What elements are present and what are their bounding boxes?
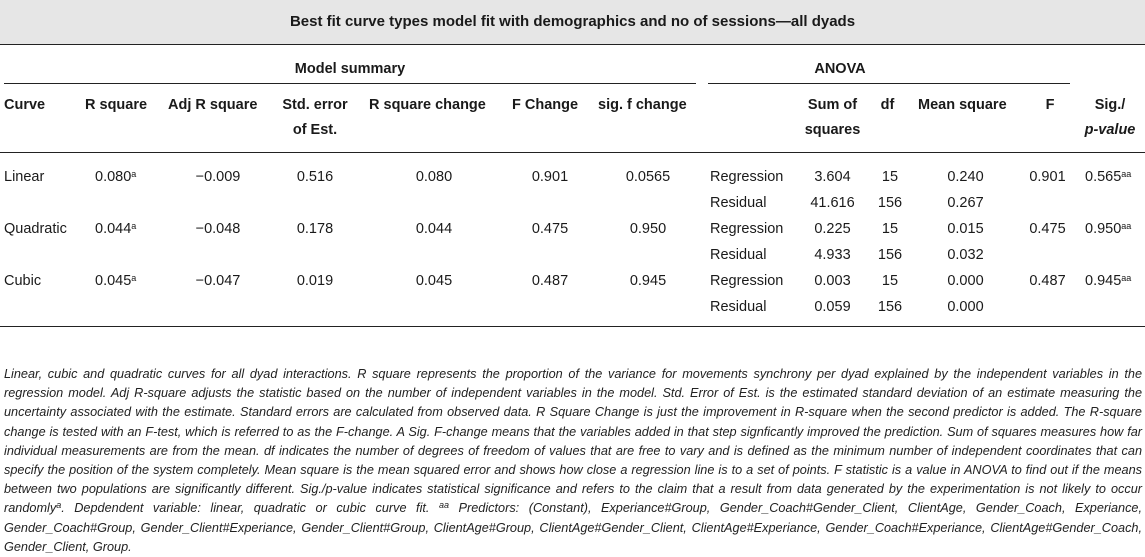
header-sig-2: p-value (1084, 122, 1136, 138)
table-footnote: Linear, cubic and quadratic curves for all dyad interactions. R square represents the proportion of the variance for movements synchrony per dyad explained by the independent variables in the regression model. Adj R-square adjusts the statistic based on the number of independent variables in the model. Std. Error of Est. is the estimated standard deviation of an estimate measuring the uncertainty associated with the estimate. Standard errors are calculated from observed data. R Square Change is just the improvement in R-square when the second predictor is added. The R-square change is tested with an F-test, which is referred to as the F-change. A Sig. F-change means that the variables added in that step signficantly improved the prediction. Sum of squares measures how far individual measurements are from the mean. df indicates the number of degrees of freedom of values that are free to vary and is defined as the minimum number of independent coordinates that can specify the position of the system completely. Mean square is the mean squared error and shows how close a regression line is to a set of points. F statistic is a value in ANOVA to find out if the means between two populations are significantly different. Sig./p-value indicates statistical significance and refers to the claim that a result from data generated by the experimentation is not likely to occur randomly$^a$. Depdendent variable: linear, quadratic or cubic curve fit. $^{aa}$ Predictors: (Constant), Experiance#Group, Gender_Coach#Gender_Client, ClientAge, Gender_Coach, Experiance, Gender_Coach#Group, Gender_Client#Experiance, Gender_Client#Group, ClientAge#Group, ClientAge#Gender_Client, ClientAge#Experiance, Gender_Coach#Experiance, ClientAge#Gender_Coach, Gender_Client, Group. (4, 367, 1143, 554)
r-square-change-cell: 0.044 (415, 221, 453, 237)
mean-square-cell: 0.015 (947, 221, 984, 237)
anova-source: Residual (710, 247, 767, 263)
df-cell: 15 (881, 273, 899, 289)
adj-r-square-cell: −0.048 (195, 221, 241, 237)
header-std-error-2: of Est. (292, 122, 338, 138)
curve-name: Cubic (4, 273, 42, 289)
df-cell: 156 (877, 247, 903, 263)
header-adj-r-square: Adj R square (168, 97, 258, 113)
sig-cell: 0.950$^{aa}$ (1085, 221, 1132, 237)
sum-squares-cell: 0.059 (814, 299, 851, 315)
curve-name: Linear (4, 169, 45, 185)
sum-squares-cell: 4.933 (814, 247, 851, 263)
df-cell: 156 (877, 195, 903, 211)
sig-cell: 0.945$^{aa}$ (1085, 273, 1132, 289)
header-f-change: F Change (512, 97, 579, 113)
anova-source: Residual (710, 195, 767, 211)
mean-square-cell: 0.240 (947, 169, 984, 185)
header-sig: Sig./ (1094, 97, 1126, 113)
table-title: Best fit curve types model fit with demographics and no of sessions—all dyads (289, 13, 856, 30)
r-square-cell: 0.080$^a$ (95, 169, 137, 185)
r-square-change-cell: 0.045 (415, 273, 453, 289)
header-sum-squares: Sum of (807, 97, 858, 113)
anova-source: Regression (710, 169, 784, 185)
r-square-cell: 0.045$^a$ (95, 273, 137, 289)
mean-square-cell: 0.032 (947, 247, 984, 263)
f-cell: 0.475 (1029, 221, 1066, 237)
df-cell: 15 (881, 169, 899, 185)
std-error-cell: 0.019 (296, 273, 334, 289)
header-curve: Curve (4, 97, 46, 113)
anova-source: Regression (710, 221, 784, 237)
header-sum-squares-2: squares (804, 122, 861, 138)
curve-name: Quadratic (4, 221, 67, 237)
header-std-error: Std. error (282, 97, 348, 113)
std-error-cell: 0.516 (296, 169, 334, 185)
mean-square-cell: 0.000 (947, 299, 984, 315)
group-anova: ANOVA (814, 61, 866, 77)
header-r-square-change: R square change (369, 97, 486, 113)
header-sig-f-change: sig. f change (598, 97, 687, 113)
df-cell: 15 (881, 221, 899, 237)
sum-squares-cell: 3.604 (814, 169, 851, 185)
f-change-cell: 0.475 (531, 221, 569, 237)
adj-r-square-cell: −0.009 (195, 169, 241, 185)
mean-square-cell: 0.000 (947, 273, 984, 289)
model-summary-rule (4, 83, 696, 84)
sum-squares-cell: 0.225 (814, 221, 851, 237)
anova-rule (708, 83, 1070, 84)
sum-squares-cell: 41.616 (810, 195, 855, 211)
sig-f-change-cell: 0.950 (629, 221, 667, 237)
header-f: F (1045, 97, 1055, 113)
sig-f-change-cell: 0.0565 (625, 169, 671, 185)
title-rule (0, 44, 1145, 45)
r-square-cell: 0.044$^a$ (95, 221, 137, 237)
r-square-change-cell: 0.080 (415, 169, 453, 185)
header-r-square: R square (85, 97, 148, 113)
f-cell: 0.901 (1029, 169, 1066, 185)
df-cell: 156 (877, 299, 903, 315)
mean-square-cell: 0.267 (947, 195, 984, 211)
adj-r-square-cell: −0.047 (195, 273, 241, 289)
table-bottom-rule (0, 326, 1145, 327)
sig-cell: 0.565$^{aa}$ (1085, 169, 1132, 185)
sum-squares-cell: 0.003 (814, 273, 851, 289)
std-error-cell: 0.178 (296, 221, 334, 237)
anova-source: Regression (710, 273, 784, 289)
f-cell: 0.487 (1029, 273, 1066, 289)
header-df: df (880, 97, 895, 113)
f-change-cell: 0.487 (531, 273, 569, 289)
f-change-cell: 0.901 (531, 169, 569, 185)
header-mean-square: Mean square (918, 97, 1007, 113)
anova-source: Residual (710, 299, 767, 315)
group-model-summary: Model summary (294, 61, 406, 77)
header-rule (0, 152, 1145, 153)
sig-f-change-cell: 0.945 (629, 273, 667, 289)
